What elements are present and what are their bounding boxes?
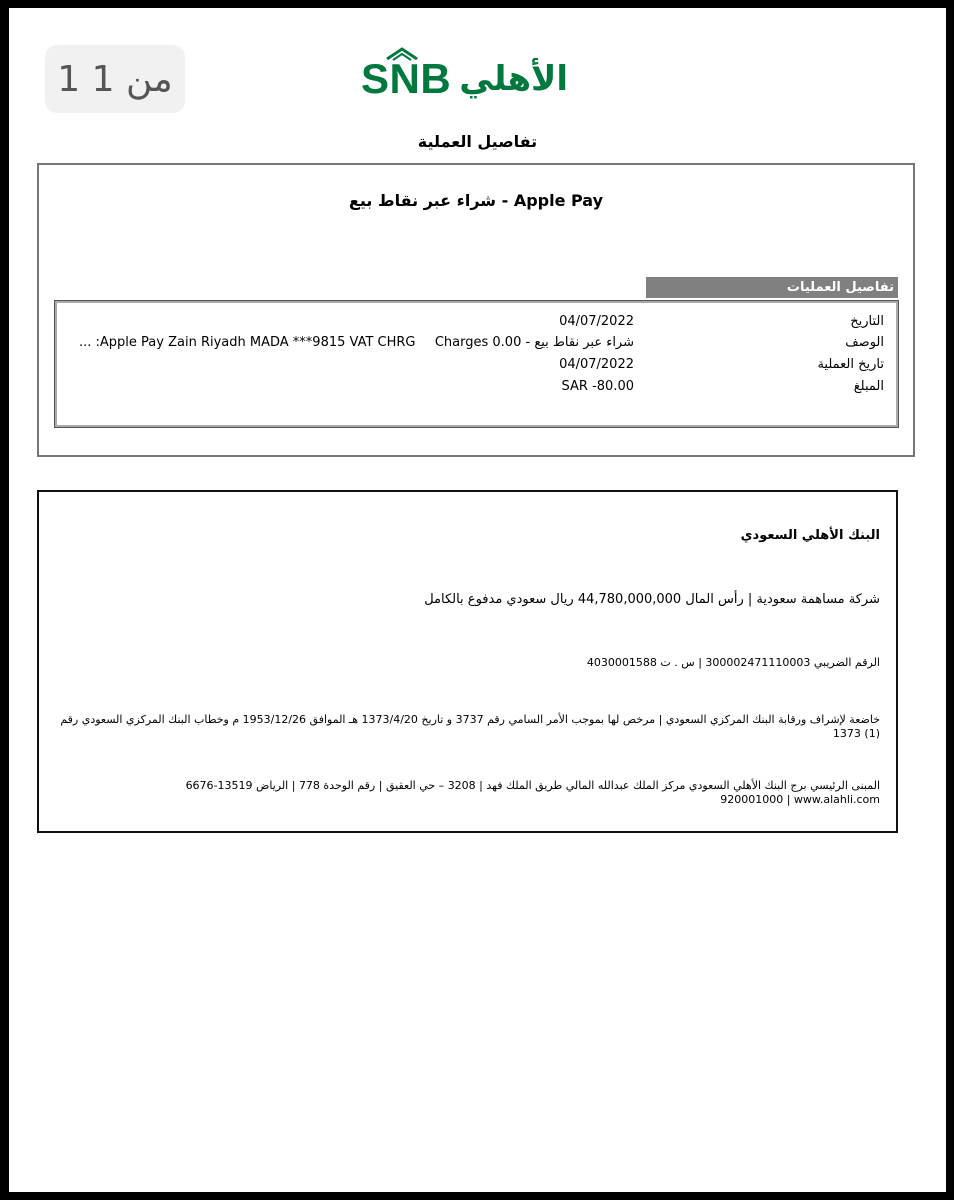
- detail-row-amount: [55, 379, 898, 399]
- detail-row-operation-date: [55, 357, 898, 377]
- operation-date-value: 04/07/2022: [559, 357, 634, 372]
- page-counter-badge: 1 من 1: [45, 45, 185, 113]
- bank-address: المبنى الرئيسي برج البنك الأهلي السعودي مركز الملك عبدالله المالي طريق الملك فهد | 3208 – حي العقيق | رقم الوحدة 778 | الرياض 13519-6676: [185, 779, 880, 792]
- date-label: التاريخ: [850, 314, 884, 329]
- description-label: الوصف: [845, 335, 884, 350]
- amount-value: SAR -80.00: [561, 379, 634, 394]
- detail-row-date: [55, 314, 898, 334]
- bank-contact: 920001000 | www.alahli.com: [720, 793, 880, 806]
- logo-arabic-text: الأهلي: [459, 59, 569, 99]
- amount-label: المبلغ: [853, 379, 884, 394]
- operation-date-label: تاريخ العملية: [817, 357, 884, 372]
- transaction-box: [37, 163, 915, 457]
- date-value: 04/07/2022: [559, 314, 634, 329]
- bank-regulation: خاضعة لإشراف ورقابة البنك المركزي السعودي | مرخص لها بموجب الأمر السامي رقم 3737 و تاريخ 1373/4/20 هـ الموافق 1953/12/26 م وخطاب البنك المركزي السعودي رقم (1) 1373: [60, 713, 880, 740]
- details-table: [54, 300, 899, 428]
- transaction-type-heading: شراء عبر نقاط بيع - Apple Pay: [348, 191, 604, 210]
- snb-logo: [361, 46, 591, 112]
- logo-latin-label: SNB: [361, 55, 452, 102]
- logo-roof-icon: [385, 47, 419, 61]
- description-value: شراء عبر نقاط بيع - 0.00 Charges: [434, 335, 634, 350]
- page-title: تفاصيل العملية: [417, 132, 538, 151]
- bank-info-box: [37, 490, 898, 833]
- detail-row-description: [55, 335, 898, 355]
- bank-name: البنك الأهلي السعودي: [740, 528, 880, 543]
- bank-capital: شركة مساهمة سعودية | رأس المال 44,780,000,000 ريال سعودي مدفوع بالكامل: [424, 592, 880, 607]
- document-page: [9, 8, 946, 1192]
- bank-tax-cr: الرقم الضريبي 300002471110003 | س . ت 4030001588: [586, 656, 880, 669]
- description-extra: ... :Apple Pay Zain Riyadh MADA ***9815 VAT CHRG: [79, 335, 416, 350]
- section-header-bar: تفاصيل العمليات: [646, 277, 898, 298]
- logo-latin-text: [361, 55, 451, 103]
